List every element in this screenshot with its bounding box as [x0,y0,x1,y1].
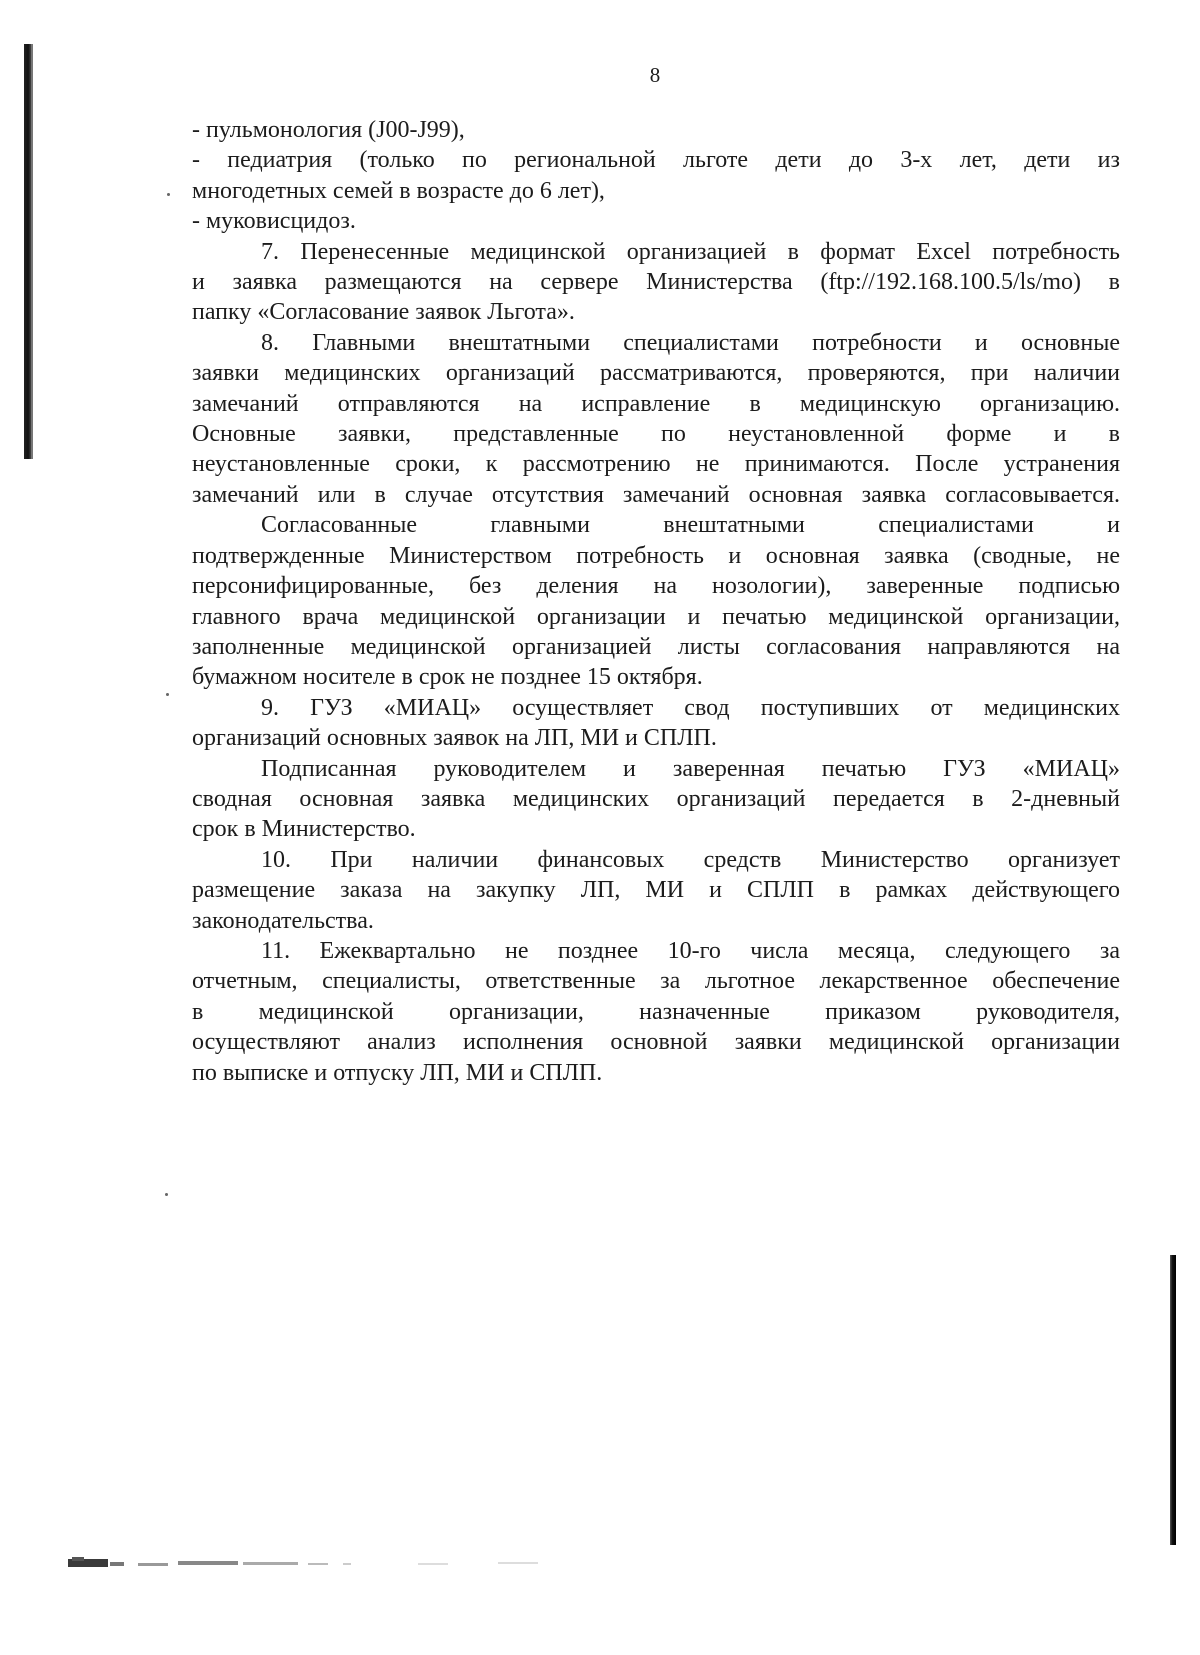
text-line: 11. Ежеквартально не позднее 10-го числа месяца, следующего за [261,937,1120,964]
text-line: осуществляют анализ исполнения основной заявки медицинской организации [192,1029,1120,1056]
text-line: отчетным, специалисты, ответственные за льготное лекарственное обеспечение [192,968,1120,995]
text-line: многодетных семей в возрасте до 6 лет), [192,177,605,204]
text-line: папку «Согласование заявок Льгота». [192,299,575,326]
text-line: подтвержденные Министерством потребность и основная заявка (сводные, не [192,542,1120,569]
text-line: 9. ГУЗ «МИАЦ» осуществляет свод поступивших от медицинских [261,694,1120,721]
text-line: бумажном носителе в срок не позднее 15 октября. [192,664,703,691]
document-body [192,115,1120,1088]
text-line: срок в Министерство. [192,816,416,843]
text-line: - муковисцидоз. [192,208,356,235]
text-line: организаций основных заявок на ЛП, МИ и СПЛП. [192,725,717,752]
text-line: - пульмонология (J00-J99), [192,117,465,143]
scan-noise-strip [68,1555,588,1573]
text-line: законодательства. [192,907,374,934]
text-line: заполненные медицинской организацией листы согласования направляются на [192,633,1120,660]
text-line: и заявка размещаются на сервере Министерства (ftp://192.168.100.5/ls/mo) в [192,269,1120,296]
text-line: - педиатрия (только по региональной льготе дети до 3-х лет, дети из [192,147,1120,174]
text-line: размещение заказа на закупку ЛП, МИ и СПЛП в рамках действующего [192,877,1120,904]
text-line: главного врача медицинской организации и печатью медицинской организации, [192,603,1120,630]
scan-speck [165,1193,168,1196]
scan-edge-left [24,44,31,459]
text-line: по выписке и отпуску ЛП, МИ и СПЛП. [192,1059,603,1086]
text-line: 10. При наличии финансовых средств Министерство организует [261,846,1120,873]
text-line: персонифицированные, без деления на нозологии), заверенные подписью [192,573,1120,600]
text-line: в медицинской организации, назначенные приказом руководителя, [192,998,1120,1025]
scan-speck [167,193,170,196]
text-line: неустановленные сроки, к рассмотрению не принимаются. После устранения [192,451,1120,478]
page-number: 8 [649,63,661,87]
text-line: 8. Главными внештатными специалистами потребности и основные [261,329,1120,356]
scan-edge-left-shadow [31,44,33,459]
text-line: Основные заявки, представленные по неустановленной форме и в [192,421,1120,448]
text-line: 7. Перенесенные медицинской организацией в формат Excel потребность [261,238,1120,265]
scan-speck [166,693,169,696]
text-line: заявки медицинских организаций рассматриваются, проверяются, при наличии [192,360,1120,387]
text-line: Согласованные главными внештатными специалистами и [261,512,1120,539]
scan-edge-right [1170,1255,1176,1545]
text-line: замечаний отправляются на исправление в медицинскую организацию. [192,390,1120,417]
text-line: сводная основная заявка медицинских организаций передается в 2-дневный [192,785,1120,812]
text-line: Подписанная руководителем и заверенная печатью ГУЗ «МИАЦ» [261,755,1120,782]
text-line: замечаний или в случае отсутствия замечаний основная заявка согласовывается. [192,481,1120,508]
